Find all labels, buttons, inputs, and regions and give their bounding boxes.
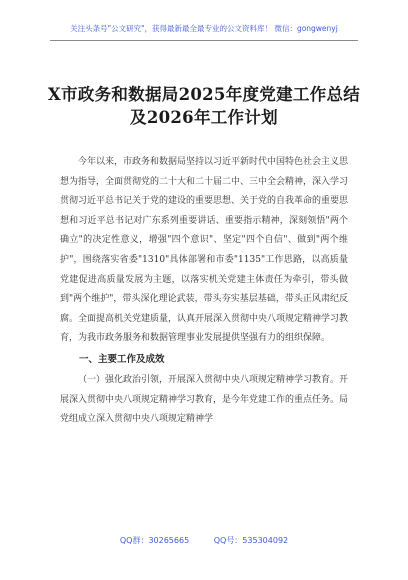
- title-line-1: X市政务和数据局2025年度党建工作总结: [47, 85, 361, 104]
- title-line-2: 及2026年工作计划: [130, 108, 278, 127]
- section-paragraph: （一）强化政治引领，开展深入贯彻中央八项规定精神学习教育。开展深入贯彻中央八项规定精神学习教育，是今年党建工作的重点任务。局党组成立深入贯彻中央八项规定精神学: [60, 374, 349, 425]
- header-promo-text: 关注头条号"公文研究"，获得最新最全最专业的公文资料库！ 微信：gongwenyj: [70, 24, 338, 33]
- footer-contact: [0, 535, 408, 546]
- section-heading: 一、主要工作及成效: [79, 353, 165, 365]
- footer-qq-group: QQ群：30265665: [119, 536, 190, 545]
- header-divider: [50, 40, 358, 41]
- footer-qq-number: QQ号：535304092: [213, 536, 289, 545]
- intro-paragraph: 今年以来，市政务和数据局坚持以习近平新时代中国特色社会主义思想为指导，全面贯彻党的二十大和二十届二中、三中全会精神，深入学习贯彻习近平总书记关于党的建设的重要思想、关于党的自我革命的重要思想和习近平总书记对广东系列重要讲话、重要指示精神，深刻领悟"两个确立"的决定性意义，增强"四个意识"、坚定"四个自信"、做到"两个维护"，围绕落实省委"1310"具体部署和市委"1135"工作思路，以高质量党建促进高质量发展为主题，以落实机关党建主体责任为牵引，带头做到"两个维护"，带头深化理论武装，带头夯实基层基础，带头正风肃纪反腐。全面提高机关党建质量，认真开展深入贯彻中央八项规定精神学习教育，为我市政务服务和数据管理事业发展提供坚强有力的组织保障。: [60, 157, 349, 344]
- document-title: [40, 83, 368, 129]
- document-body: [60, 153, 348, 430]
